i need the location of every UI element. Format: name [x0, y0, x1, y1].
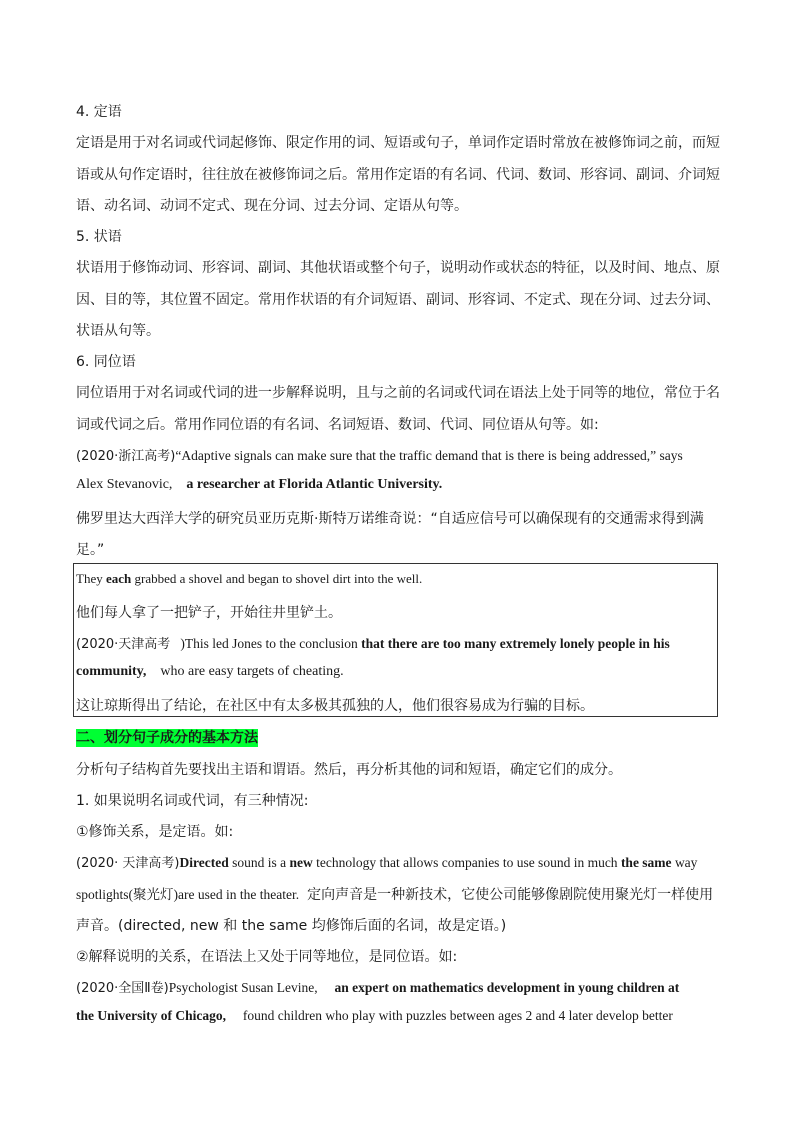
example-1-quote: “Adaptive signals can make sure that the traffic demand that is there is being addressed,” says: [175, 448, 683, 463]
case-1-text-3: way: [671, 855, 698, 870]
box-line-4: [76, 664, 344, 680]
case-2-predicate: found children who play with puzzles between ages 2 and 4 later develop better: [242, 1008, 673, 1023]
section-4-line-1: 定语是用于对名词或代词起修饰、限定作用的词、短语或句子，单词作定语时常放在被修饰词之前，而短: [76, 135, 720, 151]
section-4-line-2: 语或从句作定语时，往往放在被修饰词之后。常用作定语的有名词、代词、数词、形容词、副词、介词短: [76, 167, 720, 183]
case-1-word-3: the same: [620, 855, 672, 870]
box-line-4-emphasis: community,: [76, 664, 147, 679]
part2-intro: 分析句子结构首先要找出主语和谓语。然后，再分析其他的词和短语，确定它们的成分。: [76, 762, 622, 778]
case-1-source: (2020· 天津高考): [76, 856, 180, 871]
section-6-line-2: 词或代词之后。常用作同位语的有名词、名词短语、数词、代词、同位语从句等。如:: [76, 417, 599, 433]
case-1-text-1: sound is a: [228, 855, 290, 870]
example-1-line-1: [76, 445, 683, 464]
case-1-line-2-en: spotlights(聚光灯)are used in the theater.: [76, 887, 300, 902]
part2-point-1: 1. 如果说明名词或代词，有三种情况:: [76, 793, 309, 809]
case-2-title: ②解释说明的关系，在语法上又处于同等地位，是同位语。如:: [76, 949, 458, 965]
case-1-example-line-1: [76, 852, 697, 871]
example-1-speaker: Alex Stevanovic,: [76, 477, 173, 492]
box-line-1-emphasis: each: [105, 571, 132, 586]
case-1-example-line-3: 声音。(directed, new 和 the same 均修饰后面的名词，故是定语。): [76, 918, 507, 934]
box-line-3-text: )This led Jones to the conclusion: [180, 636, 362, 651]
case-1-word-1: Directed: [179, 855, 229, 870]
section-6-line-1: 同位语用于对名词或代词的进一步解释说明，且与之前的名词或代词在语法上处于同等的地位，常位于名: [76, 385, 720, 401]
box-line-3: [76, 633, 670, 652]
box-line-3-source: (2020·天津高考: [76, 637, 171, 652]
box-line-2: 他们每人拿了一把铲子，开始往井里铲土。: [76, 605, 342, 621]
section-4-line-3: 语、动名词、动词不定式、现在分词、过去分词、定语从句等。: [76, 198, 468, 214]
example-1-line-2: [76, 477, 442, 493]
section-5-line-3: 状语从句等。: [76, 323, 160, 339]
case-1-line-2-zh: 定向声音是一种新技术，它使公司能够像剧院使用聚光灯一样使用: [307, 887, 714, 903]
case-2-appositive: an expert on mathematics development in young children at: [334, 980, 680, 995]
section-5-line-2: 因、目的等，其位置不固定。常用作状语的有介词短语、副词、形容词、不定式、现在分词、过去分词、: [76, 292, 720, 308]
case-2-example-line-1: [76, 977, 679, 996]
example-1-translation-1: 佛罗里达大西洋大学的研究员亚历克斯·斯特万诺维奇说：“自适应信号可以确保现有的交通需求得到满: [76, 511, 704, 527]
case-1-word-2: new: [289, 855, 313, 870]
section-heading: [76, 727, 258, 747]
box-line-3-emphasis: that there are too many extremely lonely people in his: [361, 636, 670, 651]
section-4-title: 4. 定语: [76, 104, 122, 120]
box-line-1-text: They: [76, 571, 106, 586]
case-2-source: (2020·全国Ⅱ卷): [76, 981, 169, 996]
example-1-translation-2: 足。”: [76, 542, 105, 558]
box-line-5: 这让琼斯得出了结论，在社区中有太多极其孤独的人，他们很容易成为行骗的目标。: [76, 698, 594, 714]
example-1-appositive: a researcher at Florida Atlantic University.: [186, 477, 443, 492]
section-6-title: 6. 同位语: [76, 354, 136, 370]
case-1-example-line-2: [76, 883, 713, 904]
example-1-source: (2020·浙江高考): [76, 449, 176, 464]
section-5-line-1: 状语用于修饰动词、形容词、副词、其他状语或整个句子，说明动作或状态的特征，以及时间、地点、原: [76, 260, 720, 276]
case-1-title: ①修饰关系，是定语。如:: [76, 824, 234, 840]
section-heading-text: 二、划分句子成分的基本方法: [76, 730, 258, 746]
case-2-subject: Psychologist Susan Levine,: [168, 980, 318, 995]
case-2-example-line-2: [76, 1008, 673, 1024]
case-2-appositive-end: the University of Chicago,: [76, 1008, 226, 1023]
box-line-4-text: who are easy targets of cheating.: [160, 664, 344, 679]
section-5-title: 5. 状语: [76, 229, 122, 245]
case-1-text-2: technology that allows companies to use sound in much: [312, 855, 621, 870]
box-line-1-rest: grabbed a shovel and began to shovel dirt into the well.: [131, 571, 423, 586]
box-line-1: [76, 571, 422, 587]
